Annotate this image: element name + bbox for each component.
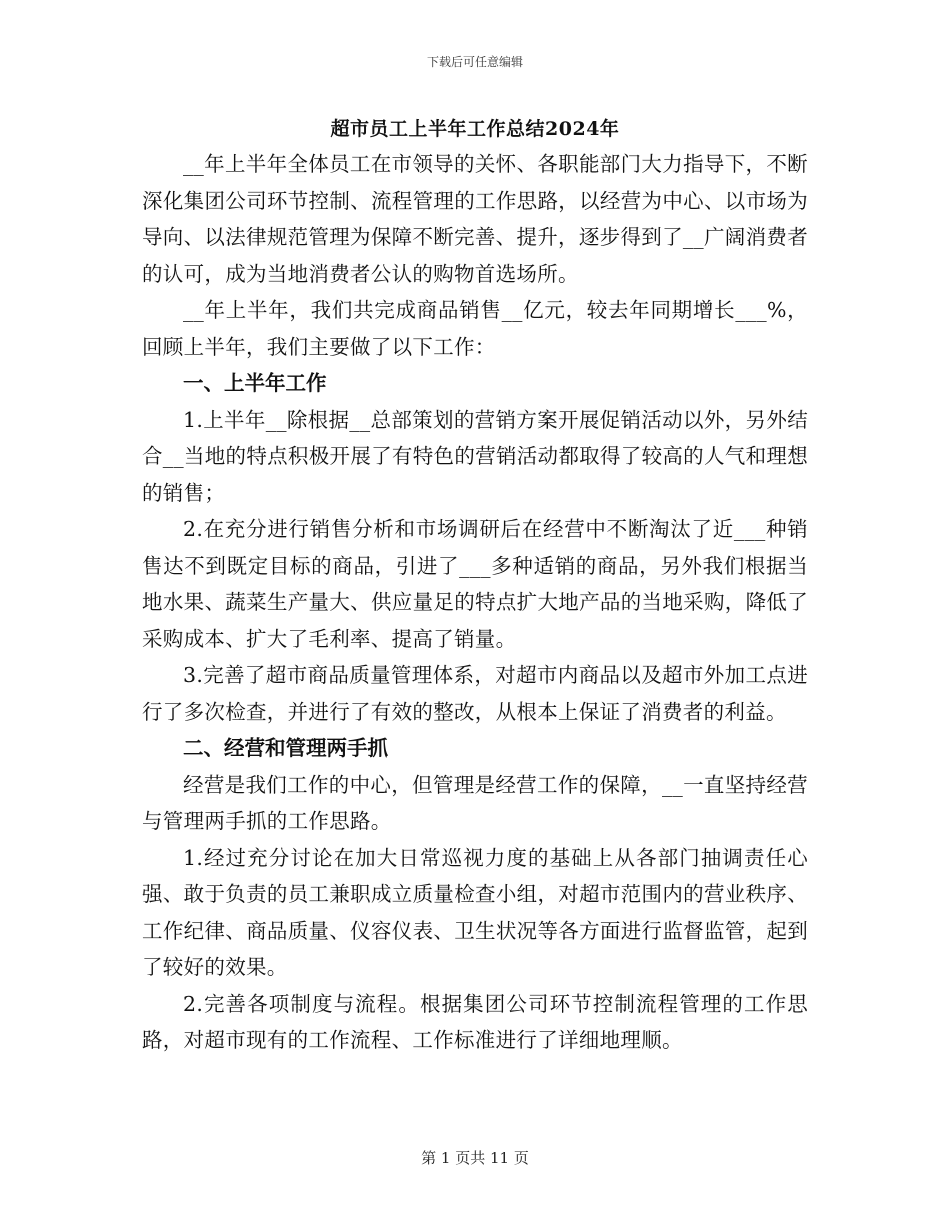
paragraph-management-item-2: 2.完善各项制度与流程。根据集团公司环节控制流程管理的工作思路，对超市现有的工作流程、工作标准进行了详细地理顺。 [142,991,808,1052]
page-number: 第 1 页共 11 页 [421,1149,529,1167]
document-body [142,112,808,1059]
section-heading-operations-management: 二、经营和管理两手抓 [183,736,388,760]
paragraph-item-1: 1.上半年__除根据__总部策划的营销方案开展促销活动以外，另外结合__当地的特点积极开展了有特色的营销活动都取得了较高的人气和理想的销售； [142,407,808,505]
page-header-note: 下载后可任意编辑 [426,55,523,69]
paragraph-sales-summary: __年上半年，我们共完成商品销售__亿元，较去年同期增长___%，回顾上半年，我们主要做了以下工作： [142,298,808,359]
document-title: 超市员工上半年工作总结2024年 [330,118,620,140]
paragraph-item-2: 2.在充分进行销售分析和市场调研后在经营中不断淘汰了近___种销售达不到既定目标的商品，引进了___多种适销的商品，另外我们根据当地水果、蔬菜生产量大、供应量足的特点扩大地产品的当地采购，降低了采购成本、扩大了毛利率、提高了销量。 [142,517,808,651]
paragraph-item-3: 3.完善了超市商品质量管理体系，对超市内商品以及超市外加工点进行了多次检查，并进行了有效的整改，从根本上保证了消费者的利益。 [142,663,808,724]
paragraph-operations-intro: 经营是我们工作的中心，但管理是经营工作的保障，__一直坚持经营与管理两手抓的工作思路。 [142,772,808,833]
section-heading-first-half-work: 一、上半年工作 [183,371,327,395]
paragraph-management-item-1: 1.经过充分讨论在加大日常巡视力度的基础上从各部门抽调责任心强、敢于负责的员工兼职成立质量检查小组，对超市范围内的营业秩序、工作纪律、商品质量、仪容仪表、卫生状况等各方面进行监督监管，起到了较好的效果。 [142,845,808,979]
paragraph-intro: __年上半年全体员工在市领导的关怀、各职能部门大力指导下，不断深化集团公司环节控制、流程管理的工作思路，以经营为中心、以市场为导向、以法律规范管理为保障不断完善、提升，逐步得到了__广阔消费者的认可，成为当地消费者公认的购物首选场所。 [142,152,808,286]
